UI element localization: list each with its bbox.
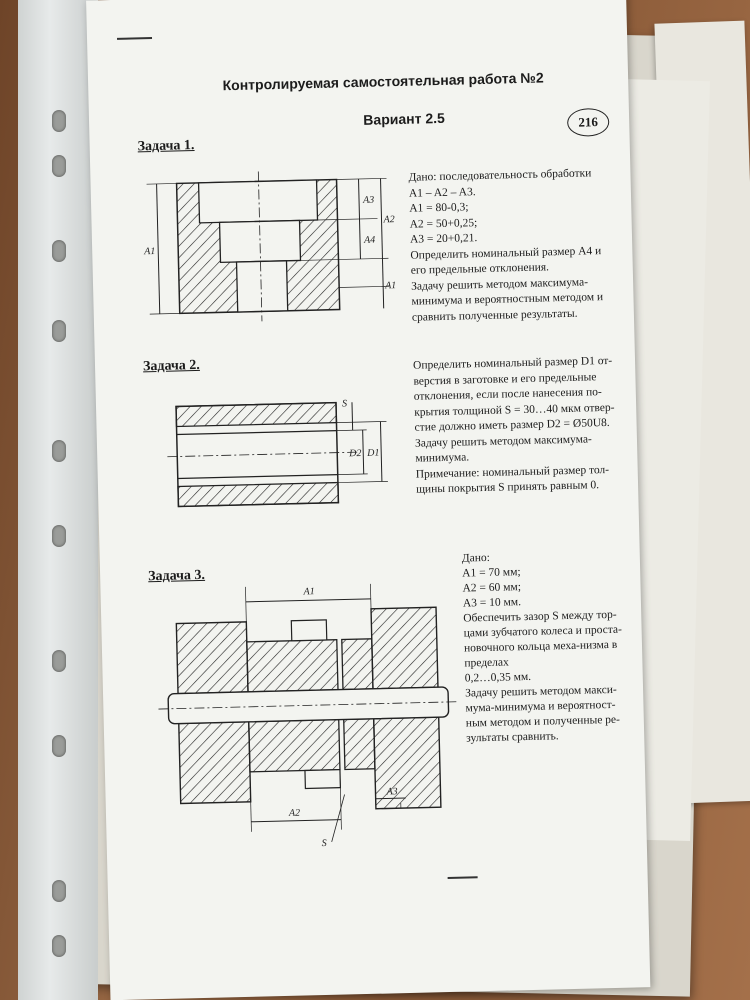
task1-line: минимума и вероятностным методом и (411, 291, 604, 308)
task2-line: Определить номинальный размер D1 от- (412, 354, 613, 372)
task2-line: Задачу решить методом максимума- (414, 432, 592, 450)
punch-hole (52, 735, 66, 757)
task1-drawing (136, 168, 400, 324)
task1-label-a1: A1 (144, 245, 156, 258)
punch-hole (52, 935, 66, 957)
task3-line: A2 = 60 мм; (462, 581, 522, 595)
task3-assembly (156, 607, 461, 814)
task1-part (176, 170, 340, 324)
task1-line: A1 = 80-0,3; (409, 201, 469, 215)
punch-hole (52, 110, 66, 132)
task2-part (166, 402, 358, 507)
task1-line: Дано: последовательность обработки (408, 167, 592, 184)
task3-line: новочного кольца меха-низма в (463, 638, 618, 655)
document-page (86, 0, 650, 1000)
task3-label-a1: A1 (303, 586, 315, 598)
punch-hole (52, 320, 66, 342)
task1-line: A1 – A2 – A3. (408, 185, 476, 200)
task1-line: A2 = 50+0,25; (409, 216, 478, 231)
task3-line: пределах (464, 656, 509, 670)
task3-line: Обеспечить зазор S между тор- (463, 608, 617, 625)
task3-text (462, 548, 625, 747)
task2-drawing (166, 391, 399, 517)
task2-line: минимума. (415, 451, 470, 465)
task2-line: Примечание: номинальный размер тол- (415, 463, 610, 481)
variant-text: Вариант 2.5 (363, 109, 445, 128)
task1-line: Задачу решить методом максимума- (411, 275, 589, 293)
task2-line: верстия в заготовке и его предельные (413, 370, 597, 388)
task1-label-a2: A2 (383, 214, 395, 226)
page-number-badge: 216 (567, 108, 610, 137)
task3-line: цами зубчатого колеса и проста- (463, 623, 623, 640)
task2-line: крытия толщиной S = 30…40 мкм отвер- (414, 401, 615, 419)
task3-label-a3: A3 (386, 786, 398, 798)
bottom-mark (448, 876, 478, 879)
punch-hole (52, 880, 66, 902)
punch-hole (52, 240, 66, 262)
task1-line: его предельные отклонения. (410, 261, 550, 277)
task3-line: зультаты сравнить. (466, 730, 559, 745)
task3-line: ным методом и полученные ре- (465, 713, 621, 730)
page-title (218, 67, 549, 133)
task1-label-a3: A3 (362, 194, 375, 206)
task1-line: сравнить полученные результаты. (411, 307, 578, 324)
task3-line: 0,2…0,35 мм. (464, 670, 532, 685)
task1-label-a4: A4 (363, 234, 376, 246)
task3-label-a2: A2 (288, 807, 301, 819)
task2-line: стие должно иметь размер D2 = Ø50U8. (414, 416, 610, 434)
task2-line: щины покрытия S принять равным 0. (415, 479, 600, 496)
task1-label-a1-lower: A1 (385, 280, 397, 292)
punch-hole (52, 440, 66, 462)
task3-line: Задачу решить методом макси- (464, 683, 617, 700)
sheet-protector-edge (18, 0, 98, 1000)
task2-line: отклонения, если после нанесения по- (413, 386, 602, 403)
punch-hole (52, 155, 66, 177)
task3-drawing (155, 577, 462, 854)
task3-line: A1 = 70 мм; (462, 566, 521, 580)
task3-line: A3 = 10 мм. (462, 596, 522, 610)
task2-label-s: S (341, 398, 348, 410)
punch-hole (52, 525, 66, 547)
punch-hole (52, 650, 66, 672)
task2-text (413, 354, 617, 498)
top-mark (117, 37, 152, 40)
title-text: Контролируемая самостоятельная работа №2 (222, 69, 544, 94)
task3-label-s: S (321, 837, 327, 850)
task1-line: Определить номинальный размер A4 и (410, 244, 602, 262)
task3-line: мума-минимума и вероятност- (465, 698, 616, 715)
task2-dimensions (336, 401, 388, 482)
task2-label-d1: D1 (367, 447, 380, 459)
task2-title: Задача 2. (142, 357, 201, 375)
task3-line: Дано: (461, 551, 491, 565)
task2-label-d2: D2 (349, 448, 362, 460)
task1-line: A3 = 20+0,21. (409, 232, 478, 246)
task1-text (408, 166, 603, 326)
task3-title: Задача 3. (147, 567, 206, 585)
task1-title: Задача 1. (137, 137, 195, 155)
